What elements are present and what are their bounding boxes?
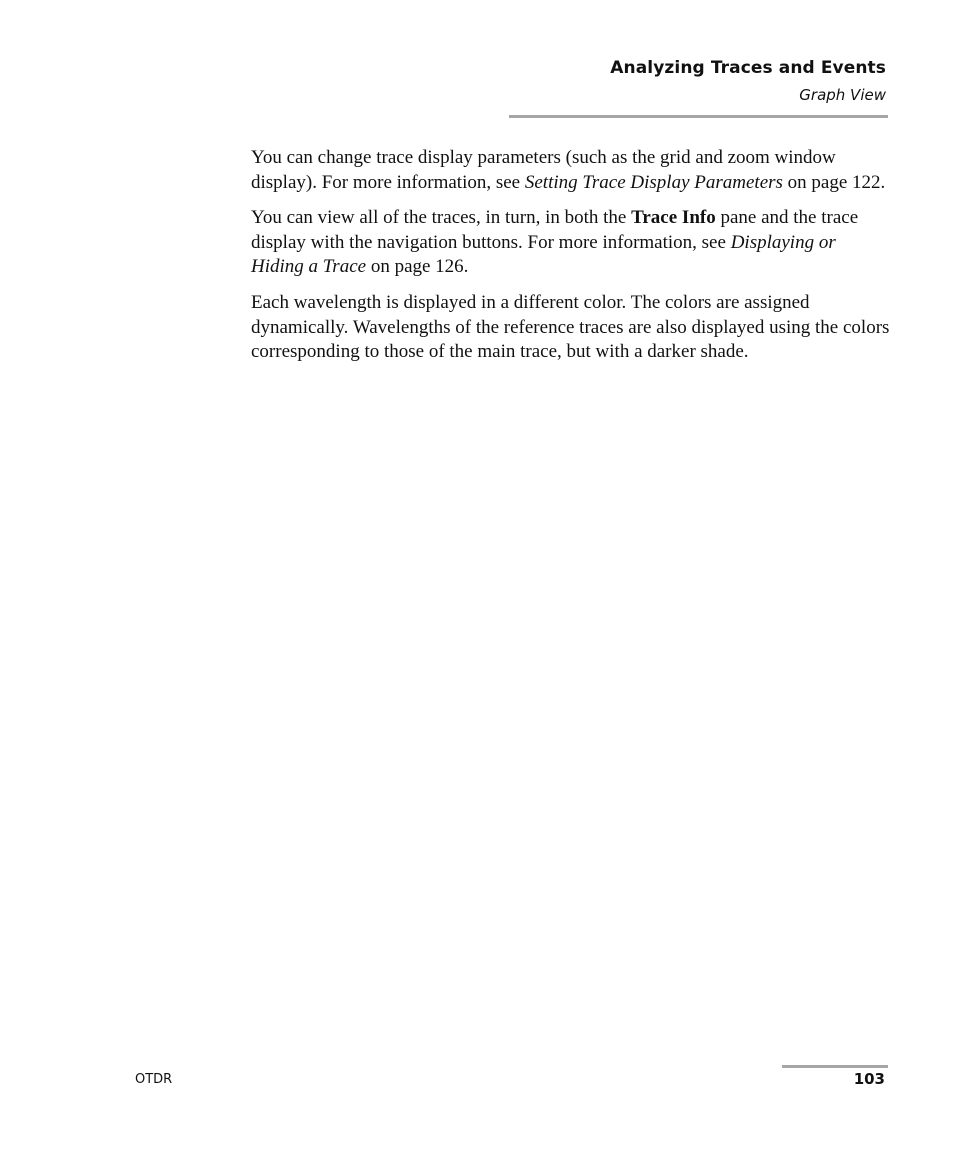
footer-rule <box>782 1065 888 1068</box>
cross-reference-setting-trace-display: Setting Trace Display Parameters <box>524 171 783 193</box>
header-rule <box>509 115 888 118</box>
footer-product-name: OTDR <box>135 1072 173 1087</box>
paragraph-text: You can change trace display parameters (such as the grid and zoom window display). For more information, see <box>251 147 836 193</box>
trace-info-term: Trace Info <box>631 207 716 229</box>
running-header <box>610 57 886 105</box>
paragraph-text: pane and the trace display with the navigation buttons. For more information, see <box>251 207 859 253</box>
paragraph-navigation-buttons <box>251 206 891 280</box>
paragraph-text: on page 126. <box>366 256 469 278</box>
body-text <box>251 146 891 376</box>
section-title: Graph View <box>799 86 886 104</box>
paragraph-trace-display-parameters <box>251 146 891 195</box>
cross-reference-displaying-hiding-trace: Displaying or Hiding a Trace <box>251 231 836 278</box>
paragraph-text: on page 122. <box>782 171 886 193</box>
paragraph-wavelength-colors: Each wavelength is displayed in a different color. The colors are assigned dynamically. Wavelengths of the reference traces are also displayed using the colors corresponding to those of the main trace, but with a darker shade. <box>251 291 890 363</box>
paragraph-text: You can view all of the traces, in turn, in both the <box>251 207 632 229</box>
chapter-title: Analyzing Traces and Events <box>610 58 886 78</box>
page-number: 103 <box>853 1070 885 1088</box>
